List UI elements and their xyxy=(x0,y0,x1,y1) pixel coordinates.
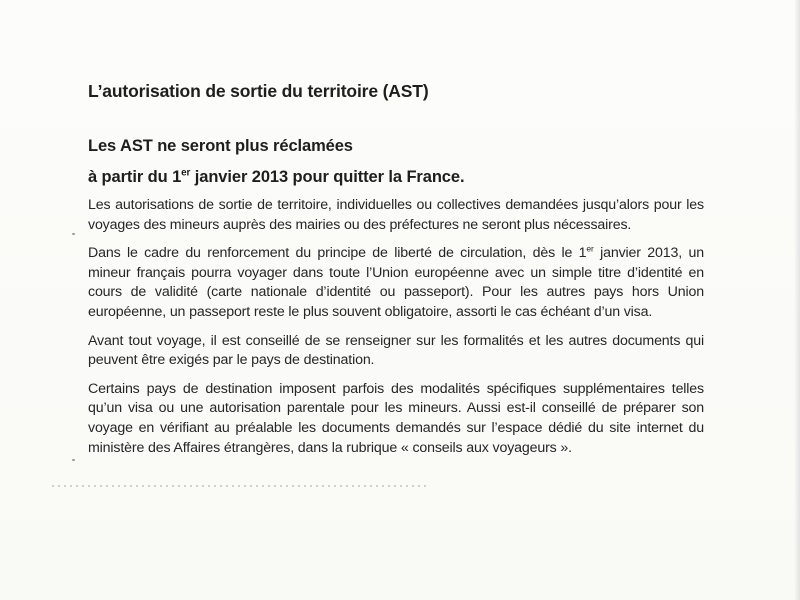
subtitle-line-2-end: janvier 2013 pour quitter la France. xyxy=(190,168,465,186)
subtitle-line-2-start: à partir du 1 xyxy=(88,168,182,186)
paragraph-2-ordinal: er xyxy=(586,243,594,254)
subtitle-block xyxy=(88,134,704,190)
page-title: L’autorisation de sortie du territoire (AST) xyxy=(88,81,429,101)
paragraph-3: Avant tout voyage, il est conseillé de se renseigner sur les formalités et les autres documents qui peuvent être exigés par le pays de destination. xyxy=(88,332,704,369)
scan-speck xyxy=(72,233,75,235)
paragraph-2 xyxy=(88,244,704,322)
subtitle-line-2 xyxy=(88,165,704,190)
subtitle-ordinal: er xyxy=(181,167,191,179)
scan-speck xyxy=(72,459,75,461)
page-edge-shadow xyxy=(794,0,800,600)
subtitle-line-1: Les AST ne seront plus réclamées xyxy=(88,137,353,155)
document-content xyxy=(88,79,704,467)
paragraph-2-end: janvier 2013, un mineur français pourra voyager dans toute l’Union européenne avec un simple titre d’identité en cours de validité (carte nationale d’identité ou passeport). Pour les autres pays hors Union européenne, un passeport reste le plus souvent obligatoire, assorti le cas échéant d’un visa. xyxy=(88,245,704,320)
paragraph-4: Certains pays de destination imposent parfois des modalités spécifiques supplémentaires telles qu’un visa ou une autorisation parentale pour les mineurs. Aussi est-il conseillé de préparer son voyage en vérifiant au préalable les documents demandés sur l’espace dédié du site internet du ministère des Affaires étrangères, dans la rubrique « conseils aux voyageurs ». xyxy=(88,380,704,456)
scan-dotted-line xyxy=(50,485,430,487)
paragraph-2-start: Dans le cadre du renforcement du principe de liberté de circulation, dès le 1 xyxy=(88,245,587,262)
paragraph-1: Les autorisations de sortie de territoire, individuelles ou collectives demandées jusqu’alors pour les voyages des mineurs auprès des mairies ou des préfectures ne seront plus nécessaires. xyxy=(88,197,704,233)
